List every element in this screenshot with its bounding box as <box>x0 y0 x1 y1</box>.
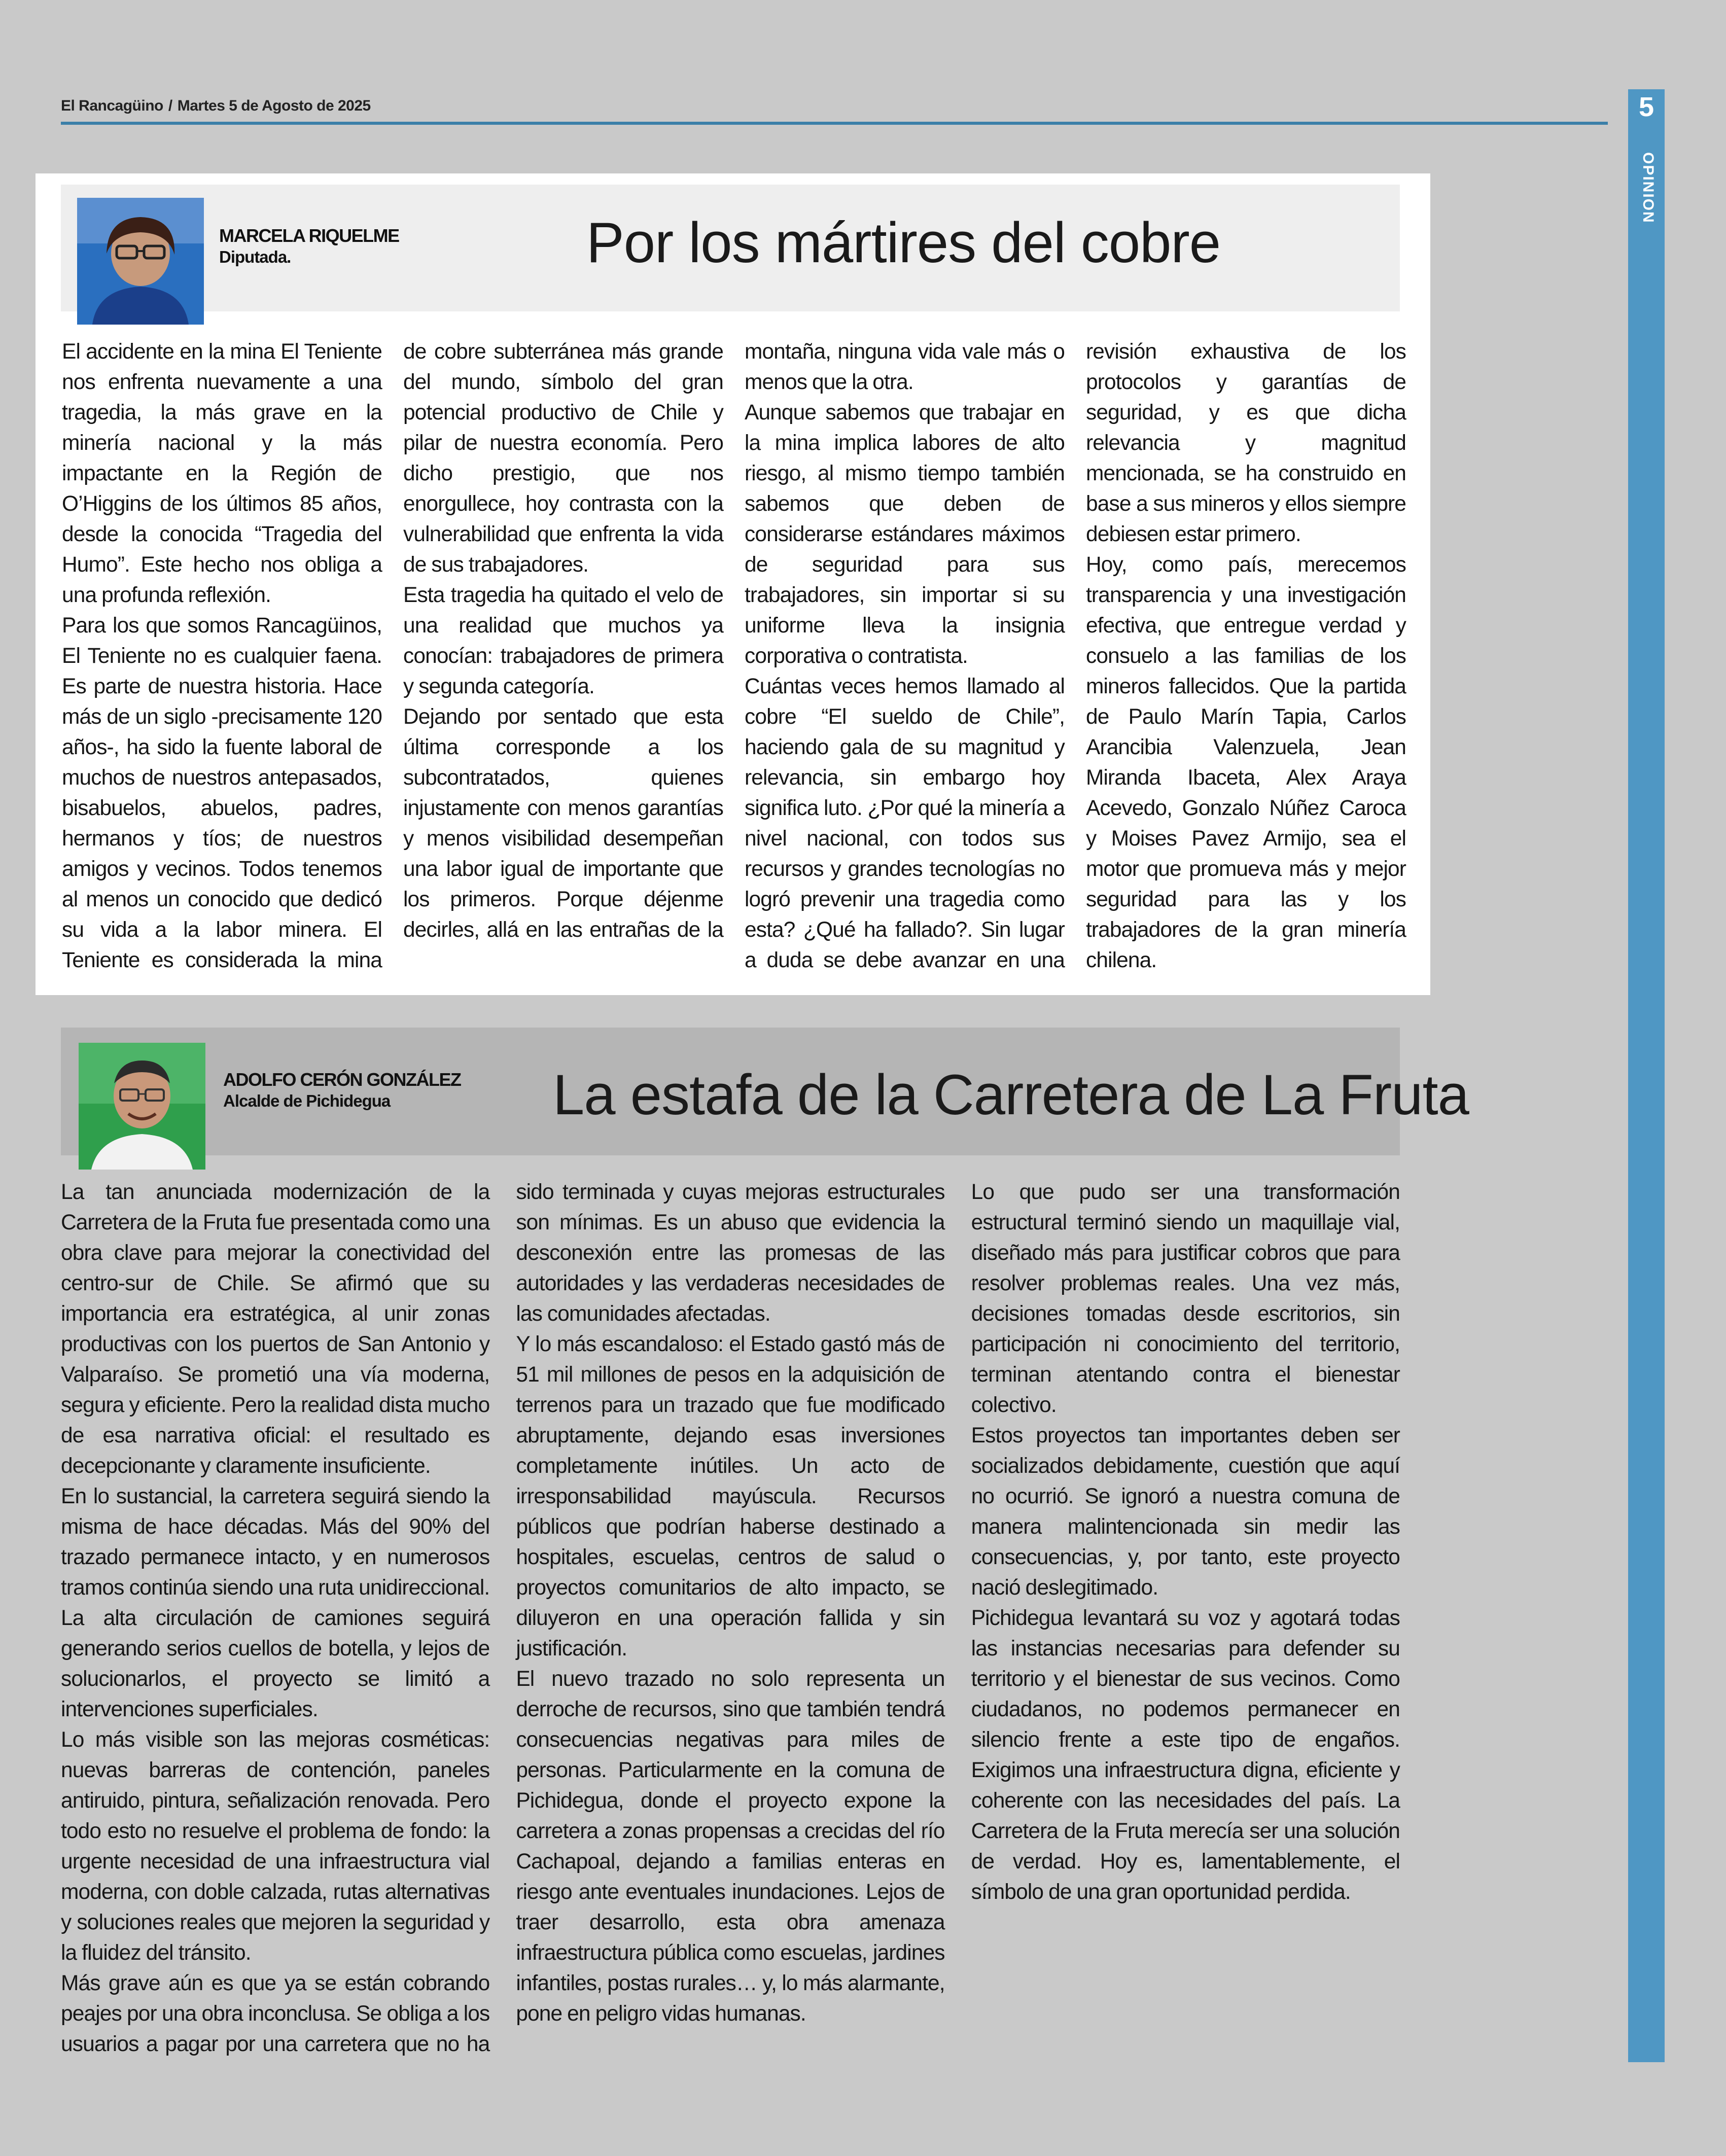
author-byline <box>219 225 399 267</box>
section-label: OPINION <box>1640 152 1657 224</box>
article-paragraph: Lo que pudo ser una transformación estructural terminó siendo un maquillaje vial, diseñado más para justificar cobros que para resolver problemas reales. Una vez más, decisiones tomadas desde escritorios, sin participación ni conocimiento del territorio, terminan atentando contra el bienestar colectivo. <box>971 1180 1400 1417</box>
author-photo <box>79 1043 205 1170</box>
masthead <box>61 97 1608 123</box>
article-headline: Por los mártires del cobre <box>586 211 1221 274</box>
article-paragraph: Lo más visible son las mejoras cosméticas: nuevas barreras de contención, paneles antiruido, pintura, señalización renovada. Pero todo esto no resuelve el problema de fondo: la urgente necesidad de una infraestructura vial moderna, con doble calzada, rutas alternativas y soluciones reales que mejoren la seguridad y la fluidez del tránsito. <box>61 1728 490 1965</box>
page-number: 5 <box>1638 92 1654 122</box>
author-portrait-icon <box>77 198 204 325</box>
article-paragraph: Cuántas veces hemos llamado al cobre “El sueldo de Chile”, haciendo gala de su magnitud y relevancia, sin embargo hoy significa luto. ¿Por qué la minería a nivel nacional, con todos sus recursos y grandes tecnologías no logró prevenir una tragedia como esta? ¿Qué ha fallado?. Sin lugar a duda se debe avanzar en una revisión exhaustiva de los protocolos y garantías de seguridad, y es que dicha relevancia y magnitud mencionada, se ha construido en base a sus mineros y ellos siempre debiesen estar primero. <box>745 340 1406 972</box>
article-paragraph: Pichidegua levantará su voz y agotará todas las instancias necesarias para defender su territorio y el bienestar de sus vecinos. Como ciudadanos, no podemos permanecer en silencio frente a este tipo de engaños. Exigimos una infraestructura digna, eficiente y coherente con las necesidades del país. La Carretera de la Fruta merecía ser una solución de verdad. Hoy es, lamentablemente, el símbolo de una gran oportunidad perdida. <box>971 1606 1400 1904</box>
header-rule <box>61 122 1608 125</box>
article-paragraph: Aunque sabemos que trabajar en la mina implica labores de alto riesgo, al mismo tiempo también sabemos que deben de considerarse estándares máximos de seguridad para sus trabajadores, sin importar si su uniforme lleva la insignia corporativa o contratista. <box>745 401 1065 668</box>
article-paragraph: Hoy, como país, merecemos transparencia y una investigación efectiva, que entregue verdad y consuelo a las familias de los mineros fallecidos. Que la partida de Paulo Marín Tapia, Carlos Arancibia Valenzuela, Jean Miranda Ibaceta, Alex Araya Acevedo, Gonzalo Núñez Caroca y Moises Pavez Armijo, sea el motor que promueva más y mejor seguridad para las y los trabajadores de la gran minería chilena. <box>1086 553 1406 972</box>
masthead-separator: / <box>168 97 172 114</box>
publication-name: El Rancagüino <box>61 97 163 114</box>
article-paragraph: Para los que somos Rancagüinos, El Teniente no es cualquier faena. Es parte de nuestra historia. Hace más de un siglo -precisamente 120 años-, ha sido la fuente laboral de muchos de nuestros antepasados, bisabuelos, abuelos, padres, hermanos y tíos; de nuestros amigos y vecinos. Todos tenemos al menos un conocido que dedicó su vida a la labor minera. El Teniente es considerada la mina de cobre subterránea más grande del mundo, símbolo del gran potencial productivo de Chile y pilar de nuestra economía. Pero dicho prestigio, que nos enorgullece, hoy contrasta con la vulnerabilidad que enfrenta la vida de sus trabajadores. <box>62 340 723 972</box>
article-paragraph: Y lo más escandaloso: el Estado gastó más de 51 mil millones de pesos en la adquisición de terrenos para un trazado que fue modificado abruptamente, dejando esas inversiones completamente inútiles. Un acto de irresponsabilidad mayúscula. Recursos públicos que podrían haberse destinado a hospitales, escuelas, centros de salud o proyectos comunitarios de alto impacto, se diluyeron en una operación fallida y sin justificación. <box>516 1332 945 1660</box>
author-role: Diputada. <box>219 248 291 266</box>
article-paragraph: Dejando por sentado que esta última corresponde a los subcontratados, quienes injustamente con menos garantías y menos visibilidad desempeñan una labor igual de importante que los primeros. Porque déjenme decirles, allá en las entrañas de la montaña, ninguna vida vale más o menos que la otra. <box>403 340 1065 942</box>
section-side-rail <box>1628 89 1665 2062</box>
author-name: MARCELA RIQUELME <box>219 225 399 246</box>
author-role: Alcalde de Pichidegua <box>223 1091 391 1110</box>
article-paragraph: La tan anunciada modernización de la Carretera de la Fruta fue presentada como una obra clave para mejorar la conectividad del centro-sur de Chile. Se afirmó que su importancia era estratégica, al unir zonas productivas con los puertos de San Antonio y Valparaíso. Se prometió una vía moderna, segura y eficiente. Pero la realidad dista mucho de esa narrativa oficial: el resultado es decepcionante y claramente insuficiente. <box>61 1180 490 1478</box>
opinion-article-1 <box>36 173 1430 995</box>
article-paragraph: En lo sustancial, la carretera seguirá siendo la misma de hace décadas. Más del 90% del trazado permanece intacto, y en numerosos tramos continúa siendo una ruta unidireccional. La alta circulación de camiones seguirá generando serios cuellos de botella, y lejos de solucionarlos, el proyecto se limitó a intervenciones superficiales. <box>61 1485 490 1721</box>
author-byline <box>223 1069 461 1111</box>
article-paragraph: El accidente en la mina El Teniente nos enfrenta nuevamente a una tragedia, la más grave en la minería nacional y la más impactante en la Región de O’Higgins de los últimos 85 años, desde la conocida “Tragedia del Humo”. Este hecho nos obliga a una profunda reflexión. <box>62 340 382 607</box>
author-portrait-icon <box>79 1043 205 1170</box>
article-body <box>61 1177 1400 2062</box>
article-body <box>62 337 1406 981</box>
article-paragraph: Más grave aún es que ya se están cobrando peajes por una obra inconclusa. Se obliga a los usuarios a pagar por una carretera que no ha sido terminada y cuyas mejoras estructurales son mínimas. Es un abuso que evidencia la desconexión entre las promesas de las autoridades y las verdaderas necesidades de las comunidades afectadas. <box>61 1180 945 2056</box>
author-photo <box>77 198 204 325</box>
article-paragraph: Estos proyectos tan importantes deben ser socializados debidamente, cuestión que aquí no ocurrió. Se ignoró a nuestra comuna de manera malintencionada sin medir las consecuencias, y, por tanto, este proyecto nació deslegitimado. <box>971 1424 1400 1600</box>
article-paragraph: Esta tragedia ha quitado el velo de una realidad que muchos ya conocían: trabajadores de primera y segunda categoría. <box>403 583 723 698</box>
article-paragraph: El nuevo trazado no solo representa un derroche de recursos, sino que también tendrá consecuencias negativas para miles de personas. Particularmente en la comuna de Pichidegua, donde el proyecto expone la carretera a zonas propensas a crecidas del río Cachapoal, dejando a familias enteras en riesgo ante eventuales inundaciones. Lejos de traer desarrollo, esta obra amenaza infraestructura pública como escuelas, jardines infantiles, postas rurales… y, lo más alarmante, pone en peligro vidas humanas. <box>516 1667 945 2026</box>
publication-date: Martes 5 de Agosto de 2025 <box>177 97 371 114</box>
article-headline: La estafa de la Carretera de La Fruta <box>553 1063 1469 1126</box>
author-name: ADOLFO CERÓN GONZÁLEZ <box>223 1069 461 1090</box>
opinion-article-2 <box>61 1028 1469 2062</box>
